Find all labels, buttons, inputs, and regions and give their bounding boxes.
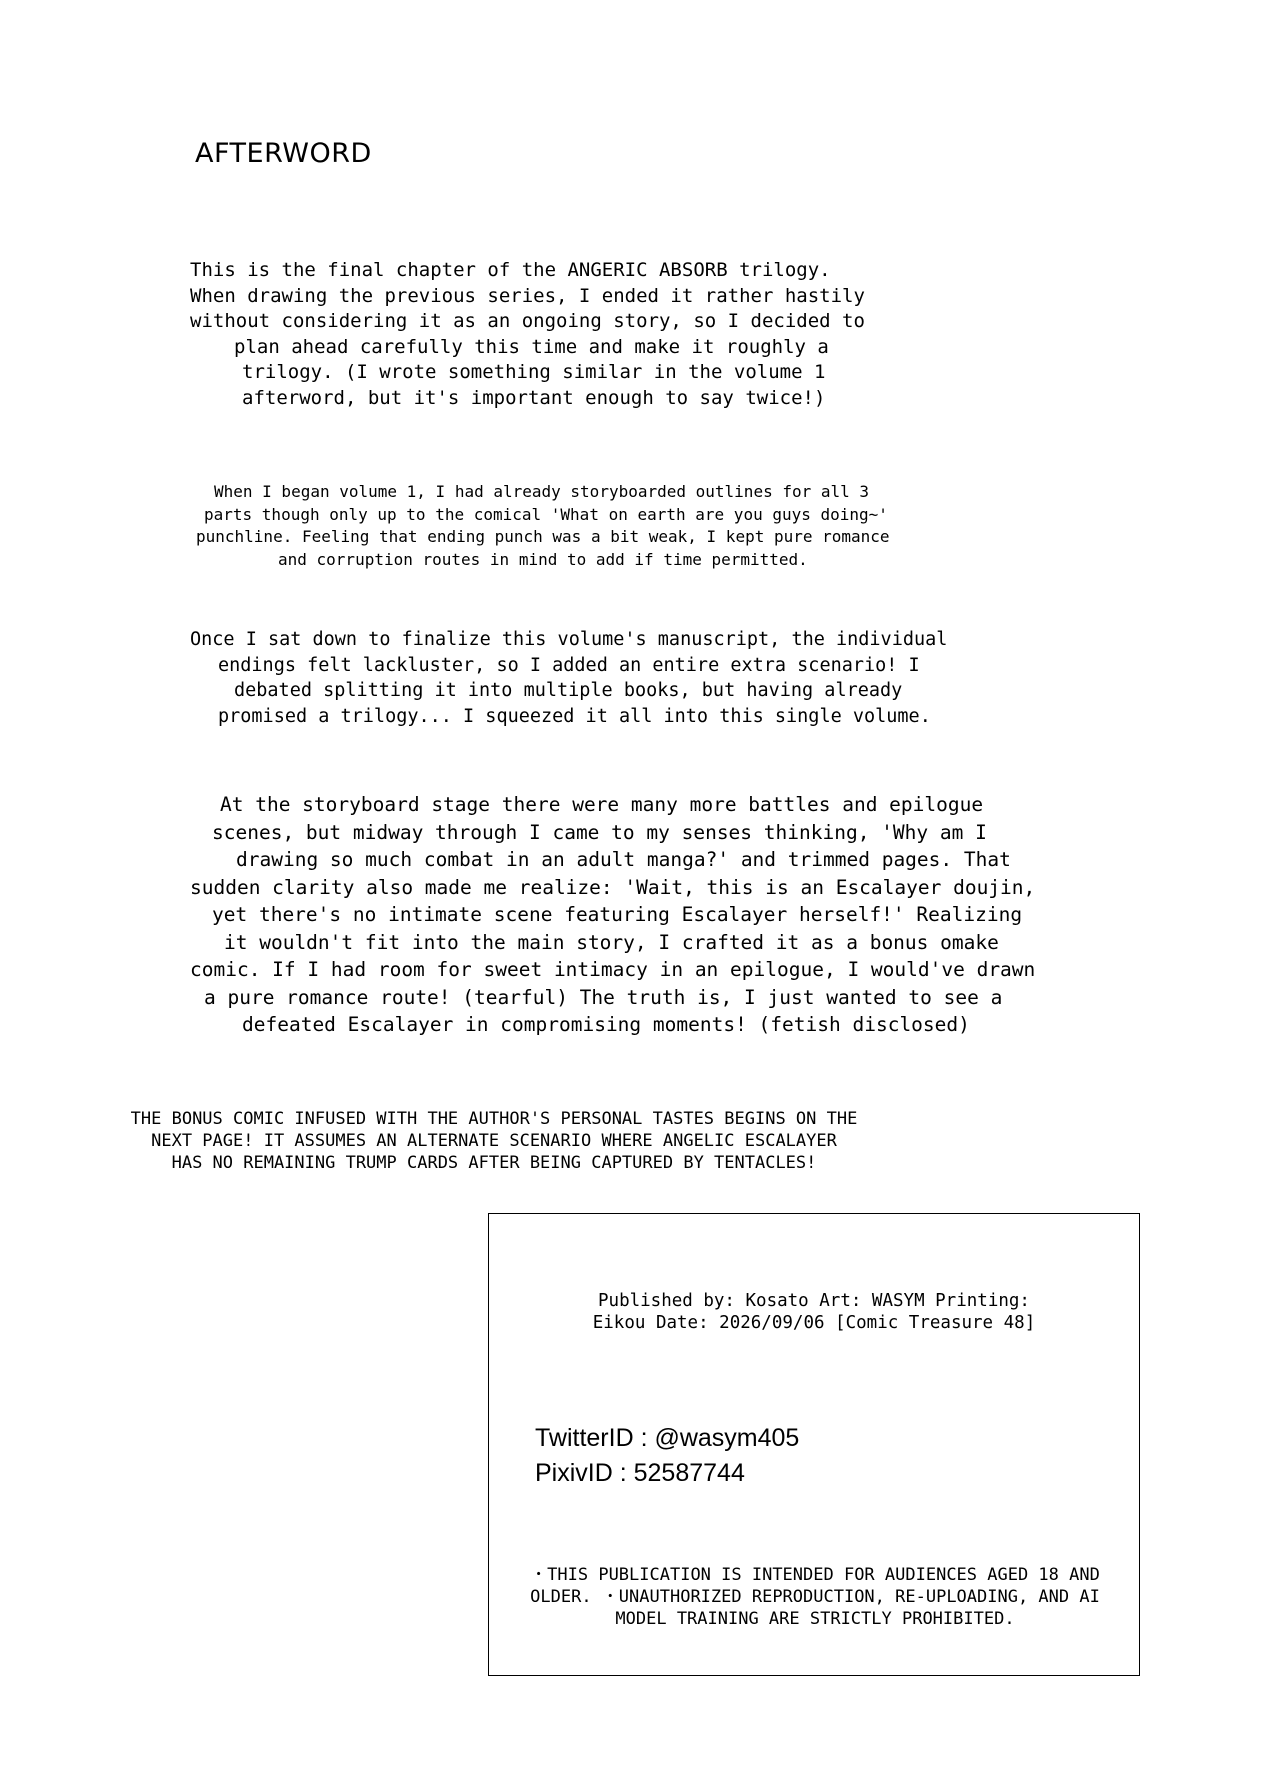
pixiv-id: PixivID : 52587744: [535, 1459, 745, 1487]
legal-notice: [495, 1564, 1135, 1630]
paragraph-line: debated splitting it into multiple books, but having already: [234, 680, 903, 701]
paragraph-line: a pure romance route! (tearful) The truth is, I just wanted to see a: [204, 985, 1003, 1009]
afterword-paragraph-3: [190, 627, 947, 729]
paragraph-line: This is the final chapter of the ANGERIC ABSORB trilogy.: [190, 259, 831, 281]
social-ids: [535, 1421, 799, 1491]
paragraph-line: plan ahead carefully this time and make it roughly a: [234, 335, 829, 358]
credits-line: Eikou Date: 2026/09/06 [Comic Treasure 48]: [592, 1313, 1036, 1333]
paragraph-line: afterword, but it's important enough to say twice!): [242, 386, 826, 409]
paragraph-line: defeated Escalayer in compromising moments! (fetish disclosed): [242, 1013, 970, 1036]
notice-line: THE BONUS COMIC INFUSED WITH THE AUTHOR'S PERSONAL TASTES BEGINS ON THE: [130, 1109, 858, 1129]
publication-credits: [489, 1290, 1139, 1334]
afterword-paragraph-2: [190, 481, 890, 571]
paragraph-line: When I began volume 1, I had already storyboarded outlines for all 3: [214, 482, 870, 501]
paragraph-line: it wouldn't fit into the main story, I crafted it as a bonus omake: [224, 930, 999, 954]
paragraph-line: When drawing the previous series, I ended it rather hastily: [190, 284, 865, 307]
paragraph-line: parts though only up to the comical 'What on earth are you guys doing~': [204, 504, 888, 524]
legal-line: MODEL TRAINING ARE STRICTLY PROHIBITED.: [615, 1609, 1015, 1629]
paragraph-line: comic. If I had room for sweet intimacy in an epilogue, I would've drawn: [190, 958, 1036, 981]
paragraph-line: promised a trilogy... I squeezed it all into this single volume.: [218, 705, 931, 727]
credits-line: Published by: Kosato Art: WASYM Printing:: [598, 1291, 1030, 1311]
notice-line: NEXT PAGE! IT ASSUMES AN ALTERNATE SCENARIO WHERE ANGELIC ESCALAYER: [151, 1131, 837, 1151]
legal-line: OLDER. ・UNAUTHORIZED REPRODUCTION, RE-UPLOADING, AND AI: [530, 1587, 1100, 1607]
paragraph-line: trilogy. (I wrote something similar in the volume 1: [242, 361, 826, 383]
paragraph-line: without considering it as an ongoing story, so I decided to: [190, 310, 865, 332]
legal-line: ・THIS PUBLICATION IS INTENDED FOR AUDIENCES AGED 18 AND: [530, 1565, 1100, 1585]
colophon-box: [488, 1213, 1140, 1676]
paragraph-line: drawing so much combat in an adult manga?' and trimmed pages. That: [236, 848, 1011, 871]
paragraph-line: and corruption routes in mind to add if time permitted.: [278, 549, 808, 569]
paragraph-line: sudden clarity also made me realize: 'Wait, this is an Escalayer doujin,: [190, 875, 1036, 899]
afterword-paragraph-1: [190, 258, 865, 411]
twitter-id: TwitterID : @wasym405: [535, 1424, 800, 1452]
paragraph-line: endings felt lackluster, so I added an entire extra scenario! I: [218, 654, 920, 676]
paragraph-line: scenes, but midway through I came to my senses thinking, 'Why am I: [212, 820, 987, 844]
page-title: AFTERWORD: [195, 138, 372, 169]
paragraph-line: punchline. Feeling that ending punch was a bit weak, I kept pure romance: [196, 527, 890, 546]
paragraph-line: At the storyboard stage there were many more battles and epilogue: [220, 793, 984, 816]
bonus-comic-notice: [110, 1108, 878, 1174]
notice-line: HAS NO REMAINING TRUMP CARDS AFTER BEING CAPTURED BY TENTACLES!: [171, 1153, 817, 1173]
paragraph-line: Once I sat down to finalize this volume's manuscript, the individual: [190, 629, 948, 650]
paragraph-line: yet there's no intimate scene featuring Escalayer herself!' Realizing: [212, 903, 1023, 926]
afterword-paragraph-4: [190, 791, 1035, 1039]
